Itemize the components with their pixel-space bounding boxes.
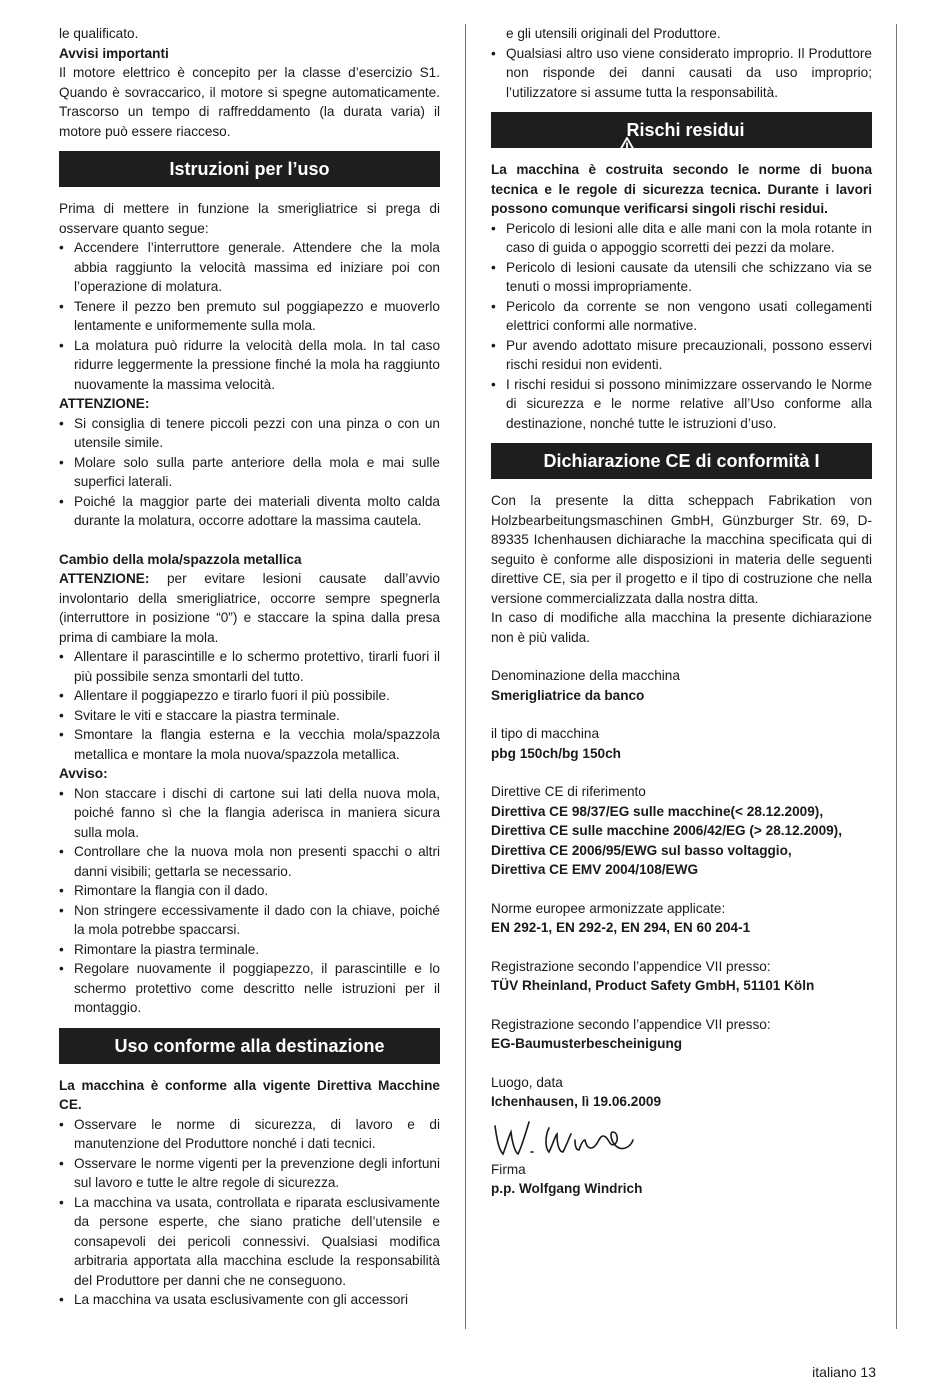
uso-list [59,1115,440,1310]
list-item: • Poiché la maggior parte dei materiali diventa molto calda durante la molatura, occorre adottare la massima cautela. [59,492,440,531]
direttive-value: Direttiva CE 98/37/EG sulle macchine(< 28.12.2009), [491,803,824,819]
rischi-heading-bar [491,112,872,148]
ce-text2: In caso di modifiche alla macchina la presente dichiarazione non è più valida. [491,610,872,645]
right-column [491,24,872,1199]
spacer [491,938,872,957]
list-item: • Smontare la flangia esterna e la vecchia mola/spazzola metallica e montare la mola nuova/spazzola metallica. [59,725,440,764]
rischi-list [491,219,872,434]
list-item: • Rimontare la flangia con il dado. [59,881,440,901]
direttive-value: Direttiva CE EMV 2004/108/EWG [491,862,699,877]
list-item: • Non staccare i dischi di cartone sui lati della nuova mola, poiché fanno sì che la flangia aderisca in maniera sicura sulla mola. [59,784,440,843]
istruzioni-intro: Prima di mettere in funzione la smerigliatrice si prega di osservare quanto segue: [59,201,440,236]
list-item: • La molatura può ridurre la velocità della mola. In tal caso ridurre leggermente la pressione finché la mola ha raggiunto nuovamente la massima velocità. [59,336,440,395]
rischi-heading: Rischi residui [626,120,745,140]
direttive-label: Direttive CE di riferimento [491,784,646,799]
cont-line: e gli utensili originali del Produttore. [506,26,721,41]
attenzione-label: ATTENZIONE: [59,396,150,411]
denominazione-label: Denominazione della macchina [491,668,680,683]
avviso-list [59,784,440,1018]
denominazione-value: Smerigliatrice da banco [491,687,645,703]
direttive-value: Direttiva CE 2006/95/EWG sul basso voltaggio, [491,842,792,858]
list-item: • Pericolo di lesioni causate da utensili che schizzano via se tenuti o mossi impropriamente. [491,258,872,297]
list-item: • Rimontare la piastra terminale. [59,940,440,960]
left-column [59,24,440,1310]
list-item: • Non stringere eccessivamente il dado con la chiave, poiché la mola potrebbe spaccarsi. [59,901,440,940]
tipo-value: pbg 150ch/bg 150ch [491,745,621,761]
list-item: • La macchina va usata esclusivamente con gli accessori [59,1290,440,1310]
istruzioni-list [59,238,440,394]
avvisi-title: Avvisi importanti [59,45,169,61]
reg1-value: TÜV Rheinland, Product Safety GmbH, 51101 Köln [491,978,815,993]
spacer [491,705,872,724]
list-item: • Accendere l’interruttore generale. Attendere che la mola abbia raggiunto la velocità massima ed iniziare poi con l’operazione di molatura. [59,238,440,297]
uso-intro: La macchina è conforme alla vigente Direttiva Macchine CE. [59,1077,440,1112]
spacer [491,880,872,899]
avvisi-text: Il motore elettrico è concepito per la classe d’esercizio S1. Quando è sovraccarico, il motore si spegne automaticamente. Trascorso un tempo di raffreddamento (la durata varia) il motore può essere riacceso. [59,65,440,139]
spacer [59,531,440,550]
cambio-title: Cambio della mola/spazzola metallica [59,551,302,567]
tipo-label: il tipo di macchina [491,726,600,741]
signature-image [491,1114,641,1160]
attenzione-list [59,414,440,531]
intro-line: le qualificato. [59,26,139,41]
cambio-paragraph [59,569,440,647]
page-right-rule [896,24,897,1329]
list-item: • Pur avendo adottato misure precauzionali, possono esservi rischi residui non evidenti. [491,336,872,375]
reg2-value: EG-Baumusterbescheinigung [491,1036,683,1051]
rischi-intro: La macchina è costruita secondo le norme di buona tecnica e le regole di sicurezza tecnica. Durante i lavori possono comunque verificarsi singoli rischi residui. [491,162,872,216]
spacer [491,1054,872,1073]
reg1-label: Registrazione secondo l’appendice VII presso: [491,958,771,974]
direttive-value: Direttiva CE sulle macchine 2006/42/EG (> 28.12.2009), [491,823,842,838]
list-item: • Tenere il pezzo ben premuto sul poggiapezzo e muoverlo lentamente e uniformemente sulla mola. [59,297,440,336]
list-item: • I rischi residui si possono minimizzare osservando le Norme di sicurezza e le norme relative all’Uso conforme alla destinazione, nonché tutte le istruzioni d’uso. [491,375,872,434]
page-footer: italiano 13 [812,1364,876,1380]
cambio-attenzione-label: ATTENZIONE: [59,571,150,586]
avviso-label: Avviso: [59,766,108,781]
list-item: • Allentare il parascintille e lo schermo protettivo, tirarli fuori il più possibile senza smontarli del tutto. [59,647,440,686]
cambio-list [59,647,440,764]
list-item: • Osservare le norme vigenti per la prevenzione degli infortuni sul lavoro e tutte le altre regole di sicurezza. [59,1154,440,1193]
luogo-value: Ichenhausen, lì 19.06.2009 [491,1094,662,1109]
firma-label: Firma [491,1161,526,1177]
luogo-label: Luogo, data [491,1074,563,1090]
list-item: • La macchina va usata, controllata e riparata esclusivamente da persone esperte, che siano pratiche dell’utensile e consapevoli dei pericoli connessivi. Qualsiasi modifica arbitraria apportata alla macchina esclude la responsabilità del Produttore per danni che ne conseguono. [59,1193,440,1291]
list-item: • Si consiglia di tenere piccoli pezzi con una pinza o con un utensile simile. [59,414,440,453]
reg2-label: Registrazione secondo l’appendice VII presso: [491,1016,771,1032]
list-item: • Svitare le viti e staccare la piastra terminale. [59,706,440,726]
list-item: • Molare solo sulla parte anteriore della mola e mai sulle superfici laterali. [59,453,440,492]
uso-heading: Uso conforme alla destinazione [59,1028,440,1064]
cont-list [491,44,872,103]
firma-value: p.p. Wolfgang Windrich [491,1181,643,1196]
istruzioni-heading: Istruzioni per l’uso [59,151,440,187]
norme-value: EN 292-1, EN 292-2, EN 294, EN 60 204-1 [491,920,751,935]
list-item: • Regolare nuovamente il poggiapezzo, il parascintille e lo schermo protettivo come descritto nelle istruzioni per il montaggio. [59,959,440,1018]
ce-text: Con la presente la ditta scheppach Fabrikation von Holzbearbeitungsmaschinen GmbH, Günzburger Str. 69, D-89335 Ichenhausen dichiarache la macchina specificata qui di seguito è conforme alle disposizioni in materia delle seguenti direttive CE, sia per il progetto e il tipo di costruzione che nella versione commercializzata dalla nostra ditta. [491,493,872,606]
list-item: • Pericolo di lesioni alle dita e alle mani con la mola rotante in caso di guida o appoggio scorretti dei pezzi da molare. [491,219,872,258]
norme-label: Norme europee armonizzate applicate: [491,900,726,916]
list-item: • Qualsiasi altro uso viene considerato improprio. Il Produttore non risponde dei danni causati da uso improprio; l’utilizzatore si assume tutta la responsabilità. [491,44,872,103]
ce-heading: Dichiarazione CE di conformità I [491,443,872,479]
list-item: • Allentare il poggiapezzo e tirarlo fuori il più possibile. [59,686,440,706]
list-item: • Pericolo da corrente se non vengono usati collegamenti elettrici conformi alle normative. [491,297,872,336]
cambio-attenzione-text: per evitare lesioni causate dall’avvio involontario della smerigliatrice, occorre sempre spegnerla (interruttore in posizione “0”) e staccare la spina dalla presa prima di cambiare la mola. [59,571,440,645]
list-item: • Osservare le norme di sicurezza, di lavoro e di manutenzione del Produttore nonché i dati tecnici. [59,1115,440,1154]
column-divider [465,24,466,1329]
spacer [491,763,872,782]
spacer [491,647,872,666]
list-item: • Controllare che la nuova mola non presenti spacchi o altri danni visibili; gettarla se necessario. [59,842,440,881]
spacer [491,996,872,1015]
